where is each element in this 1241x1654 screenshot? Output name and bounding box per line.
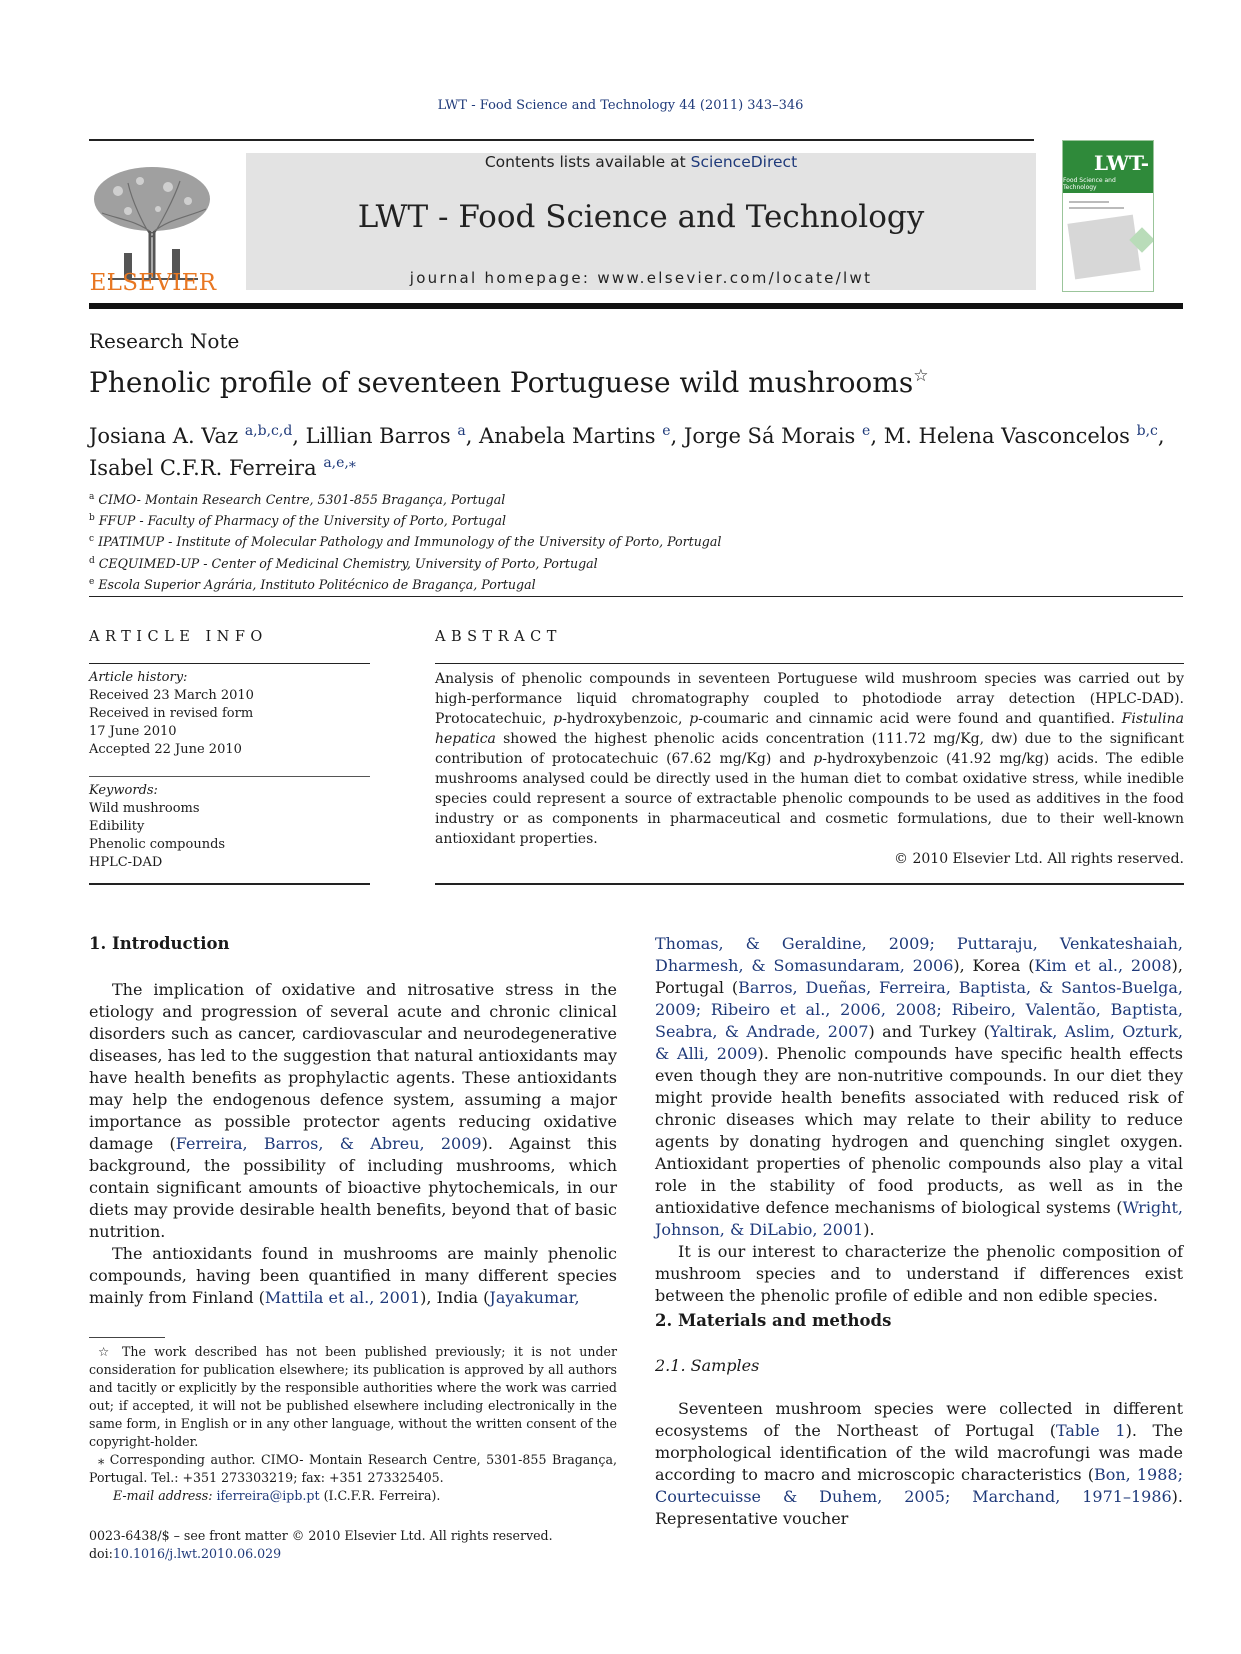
text-run: showed the highest phenolic acids concentration (111.72 mg/Kg, dw) due to the significant contribution of protocatechuic (67.62 mg/Kg) and [435,731,1184,767]
front-matter [89,1527,553,1563]
text-run: -coumaric and cinnamic acid were found and quantified. [698,711,1122,727]
body-paragraph [89,1243,617,1309]
subsection-heading-samples: 2.1. Samples [655,1356,760,1375]
citation-link[interactable]: Barros, Dueñas, Ferreira, Baptista, & Santos-Buelga, 2009; Ribeiro et al., 2006, 2008; Ribeiro, Valentão, Baptista, Seabra, & Andrade, 2007 [655,978,1183,1041]
author-name: Lillian Barros [305,424,451,448]
article-info-heading: ARTICLE INFO [89,629,268,645]
author-name: Anabela Martins [479,424,656,448]
author-name: Josiana A. Vaz [89,424,239,448]
article-title [89,366,928,399]
journal-title: LWT - Food Science and Technology [357,199,925,235]
text-run: ), Portugal ( [655,956,1183,997]
article-history [89,669,254,759]
text-run: The antioxidants found in mushrooms are mainly phenolic compounds, having been quantified in many different species mainly from Finland ( [89,1244,617,1307]
journal-cover-thumbnail [1062,140,1154,292]
contents-line [246,153,1036,171]
journal-homepage[interactable]: journal homepage: www.elsevier.com/locate/lwt [409,269,873,287]
citation-link[interactable]: Yaltirak, Aslim, Ozturk, & Alli, 2009 [655,1022,1183,1063]
italic-term: p [689,711,699,727]
author-affil-link[interactable]: a,b,c,d [244,423,293,439]
author-list: Josiana A. Vaz $^{a,b,c,d}$, Lillian Barros $^a$, Anabela Martins $^e$, Jorge Sá Morais $^e$, M. Helena Vasconcelos $^{b,c}$, Isabel C.F.R. Ferreira $^{a,e,⁎}$ [89,423,1165,480]
author-affil-link[interactable]: a,e,⁎ [323,455,356,471]
doi-line: doi:10.1016/j.lwt.2010.06.029 [89,1546,282,1561]
title-footnote-mark[interactable]: ☆ [913,366,929,386]
italic-term: p [553,711,563,727]
body-paragraph [89,979,617,1243]
abstract-heading: ABSTRACT [435,629,562,645]
citation-link[interactable]: Jayakumar, [489,1288,580,1307]
italic-term: Fistulina hepatica [435,711,1184,747]
affiliation-item: $^c$ IPATIMUP - Institute of Molecular Pathology and Immunology of the University of Porto, Portugal [89,534,722,550]
abstract-rule [435,663,1184,664]
journal-banner [246,153,1036,290]
article-type: Research Note [89,329,240,353]
cover-subtitle: Food Science and Technology [1063,177,1116,191]
affiliation-item: $^e$ Escola Superior Agrária, Instituto Politécnico de Bragança, Portugal [89,576,536,592]
section-heading-methods: 2. Materials and methods [655,1311,892,1330]
text-run: The implication of oxidative and nitrosative stress in the etiology and progression of several acute and chronic clinical disorders such as cancer, cardiovascular and neurodegenerative diseases, has led to the suggestion that natural antioxidants may have health benefits as prophylactic agents. These antioxidants may help the endogenous defence system, assuming a major importance as possible protector agents reducing oxidative damage ( [89,980,617,1153]
info-rule [89,883,370,885]
doi-link[interactable]: 10.1016/j.lwt.2010.06.029 [112,1546,282,1561]
body-paragraph: It is our interest to characterize the phenolic composition of mushroom species and to understand if differences exist between the phenolic profile of edible and non edible species. [655,1242,1183,1305]
text-run: ). Representative voucher [655,1487,1183,1528]
abstract-rule [435,883,1184,885]
history-label: Article history: [89,670,188,685]
contents-prefix: Contents lists available at [484,153,691,171]
author-name: Isabel C.F.R. Ferreira [89,456,317,480]
citation-link[interactable]: Ferreira, Barros, & Abreu, 2009 [175,1134,482,1153]
publisher-name: ELSEVIER [89,270,217,296]
running-head[interactable]: LWT - Food Science and Technology 44 (2011) 343–346 [437,98,804,113]
keyword: Phenolic compounds [89,837,226,852]
article-title-text: Phenolic profile of seventeen Portuguese wild mushrooms [89,366,914,399]
header-top-rule [89,139,1034,141]
footnote-rule [89,1337,165,1338]
history-item: 17 June 2010 [89,724,177,739]
citation-link[interactable]: Bon, 1988; Courtecuisse & Duhem, 2005; Marchand, 1971–1986 [655,1465,1183,1506]
body-column-left [89,979,617,1309]
footnote-email: E-mail address: iferreira@ipb.pt (I.C.F.R. Ferreira). [113,1488,441,1503]
footnotes [89,1343,617,1505]
keyword: Edibility [89,819,145,834]
keywords [89,782,225,872]
citation-link[interactable]: Thomas, & Geraldine, 2009; Puttaraju, Venkateshaiah, Dharmesh, & Somasundaram, 2006 [655,934,1183,975]
text-run: Analysis of phenolic compounds in seventeen Portuguese wild mushroom species was carried out by high-performance liquid chromatography coupled to photodiode array detection (HPLC-DAD). Protocatechuic, [435,671,1184,727]
info-rule [89,776,370,777]
citation-link[interactable]: Mattila et al., 2001 [264,1288,421,1307]
keyword: HPLC-DAD [89,855,163,870]
history-item: Received 23 March 2010 [89,688,254,703]
body-paragraph [655,1398,1183,1530]
history-item: Accepted 22 June 2010 [89,742,242,757]
author-name: M. Helena Vasconcelos [883,424,1130,448]
affiliation-item: $^a$ CIMO- Montain Research Centre, 5301-855 Bragança, Portugal [89,492,506,508]
text-run: ). Phenolic compounds have specific health effects even though they are non-nutritive compounds. In our diet they might provide health benefits associated with reduced risk of chronic diseases which may relate to their ability to reduce agents by donating hydrogen and quenching singlet oxygen. Antioxidant properties of phenolic compounds also play a vital role in the stability of food products, as well as in the antioxidative defence mechanisms of biological systems ( [655,1044,1183,1217]
author-affil-link[interactable]: a [457,423,466,439]
text-run: ), India ( [420,1288,490,1307]
body-column-right [655,933,1183,1307]
author-affil-link[interactable]: b,c [1136,423,1158,439]
body-column-right-samples [655,1398,1183,1530]
body-paragraph [655,933,1183,1241]
issn-line: 0023-6438/$ – see front matter © 2010 Elsevier Ltd. All rights reserved. [89,1528,553,1543]
cover-image [1067,215,1140,280]
text-run: -hydroxybenzoic, [562,711,690,727]
footnote-star: ☆ The work described has not been published previously; it is not under consideration for publication elsewhere; its publication is approved by all authors and tacitly or explicitly by the responsible authorities where the work was carried out; if accepted, it will not be published elsewhere including electronically in the same form, in English or in any other language, without the written consent of the copyright-holder. [89,1344,617,1449]
text-run: ) and Turkey ( [868,1022,990,1041]
abstract-copyright: © 2010 Elsevier Ltd. All rights reserved. [894,851,1184,867]
author-name: Jorge Sá Morais [683,424,856,448]
text-run: ). [863,1220,875,1239]
email-link[interactable]: iferreira@ipb.pt [216,1488,320,1503]
history-item: Received in revised form [89,706,254,721]
italic-term: p [813,751,823,767]
footnote-corresponding: ⁎ Corresponding author. CIMO- Montain Research Centre, 5301-855 Bragança, Portugal. Tel.: +351 273303219; fax: +351 273325405. [89,1452,617,1485]
text-run: ), Korea ( [953,956,1035,975]
author-affil-link[interactable]: e [862,423,871,439]
text-run: Seventeen mushroom species were collected in different ecosystems of the Northeast of Portugal ( [655,1399,1183,1440]
text-run: -hydroxybenzoic (41.92 mg/kg) acids. The edible mushrooms analysed could be directly used in the human diet to combat oxidative stress, while inedible species could represent a source of extractable phenolic compounds to be used as additives in the food industry or as components in pharmaceutical and cosmetic formulations, due to their well-known antioxidant properties. [435,751,1185,847]
author-affil-link[interactable]: e [662,423,671,439]
cover-title: LWT- [1093,151,1149,175]
info-rule [89,663,370,664]
citation-link[interactable]: Kim et al., 2008 [1034,956,1172,975]
keywords-label: Keywords: [89,783,158,798]
section-heading-introduction: 1. Introduction [89,934,230,953]
keyword: Wild mushrooms [89,801,200,816]
text-run: ). The morphological identification of the wild macrofungi was made according to macro and microscopic characteristics ( [655,1421,1183,1484]
abstract-text [435,669,1184,849]
header-bottom-rule [89,303,1183,309]
citation-link[interactable]: Table 1 [1055,1421,1126,1440]
sciencedirect-link[interactable]: ScienceDirect [690,153,798,171]
citation-link[interactable]: Wright, Johnson, & DiLabio, 2001 [655,1198,1183,1239]
text-run: ). Against this background, the possibility of including mushrooms, which contain significant amounts of bioactive phytochemicals, in our diets may provide desirable health benefits, beyond that of basic nutrition. [89,1134,618,1241]
affiliation-item: $^b$ FFUP - Faculty of Pharmacy of the University of Porto, Portugal [89,513,507,529]
affiliation-item: $^d$ CEQUIMED-UP - Center of Medicinal Chemistry, University of Porto, Portugal [89,555,598,571]
section-divider [89,596,1183,597]
affiliation-list [89,488,989,594]
